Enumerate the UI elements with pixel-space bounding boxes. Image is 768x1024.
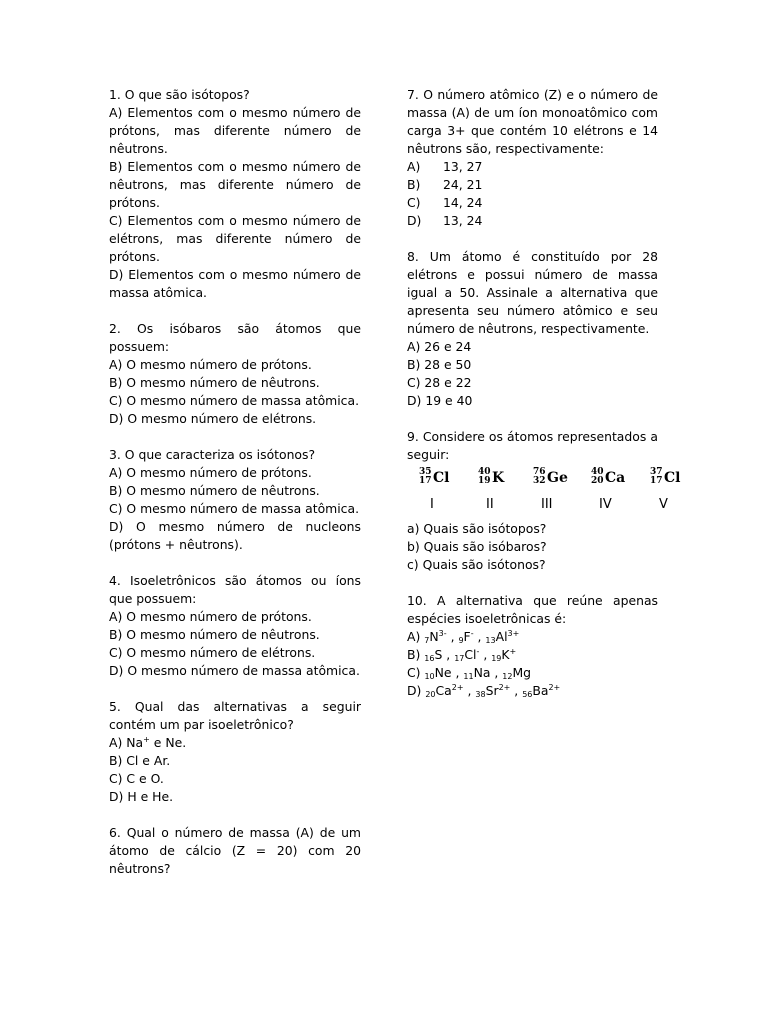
question-5-option-b: B) Cl e Ar. [109,753,171,768]
question-8-option-c: C) 28 e 22 [407,375,472,390]
isotope-notation-row: 35 17 Cl 40 19 K 76 32 Ge 40 20 Ca 37 17 Cl [419,467,681,486]
question-9-stem: 9. Considere os átomos representados a seguir: [407,429,658,462]
question-8-option-b: B) 28 e 50 [407,357,472,372]
question-1-option-b: B) Elementos com o mesmo número de nêutrons, mas diferente número de prótons. [109,159,361,210]
question-2 [109,320,361,428]
question-5-option-c: C) C e O. [109,771,164,786]
question-7-option-c: C) 14, 24 [407,195,483,210]
question-4-option-b: B) O mesmo número de nêutrons. [109,627,320,642]
question-6 [109,824,361,878]
question-10-stem: 10. A alternativa que reúne apenas espécies isoeletrônicas é: [407,593,658,626]
roman-numeral-row [407,494,668,520]
question-3-option-c: C) O mesmo número de massa atômica. [109,501,360,516]
question-8-option-d: D) 19 e 40 [407,393,473,408]
question-2-option-c: C) O mesmo número de massa atômica. [109,393,360,408]
question-7-option-b: B) 24, 21 [407,177,483,192]
question-8-stem: 8. Um átomo é constituído por 28 elétrons e possui número de massa igual a 50. Assinale a alternativa que apresenta seu número atômico e seu número de nêutrons, respectivamente. [407,249,658,336]
question-1-option-a: A) Elementos com o mesmo número de prótons, mas diferente número de nêutrons. [109,105,361,156]
question-5-option-d: D) H e He. [109,789,174,804]
roman-i: I [430,497,434,512]
question-8 [407,248,658,410]
question-2-option-b: B) O mesmo número de nêutrons. [109,375,320,390]
question-1-option-d: D) Elementos com o mesmo número de massa atômica. [109,267,361,300]
right-column [407,86,681,718]
question-5-stem: 5. Qual das alternativas a seguir contém um par isoeletrônico? [109,699,361,732]
question-10 [407,592,658,700]
question-4-option-c: C) O mesmo número de elétrons. [109,645,316,660]
question-5 [109,698,361,806]
question-2-option-d: D) O mesmo número de elétrons. [109,411,317,426]
question-3-option-a: A) O mesmo número de prótons. [109,465,312,480]
question-5-option-a: A) Na+ e Ne. [109,735,187,750]
question-1-option-c: C) Elementos com o mesmo número de elétrons, mas diferente número de prótons. [109,213,361,264]
question-3-stem: 3. O que caracteriza os isótonos? [109,447,316,462]
left-column [109,86,361,896]
roman-iv: IV [599,497,612,512]
question-7-option-d: D) 13, 24 [407,213,483,228]
question-2-option-a: A) O mesmo número de prótons. [109,357,312,372]
question-10-option-c: C) $_{10}$Ne , $_{11}$Na , $_{12}$Mg [407,665,532,681]
roman-v: V [659,497,668,512]
question-9 [407,428,681,574]
question-10-option-a: A) $_7N^{3-}$ , $_9$F- , $_{13}Al^{3+}$ [407,629,520,645]
question-10-option-d: D) $_{20}Ca^{2+}$ , $_{38}Sr^{2+}$ , $_{56}Ba^{2+}$ [407,683,561,699]
question-8-option-a: A) 26 e 24 [407,339,472,354]
question-4-option-a: A) O mesmo número de prótons. [109,609,312,624]
question-4-stem: 4. Isoeletrônicos são átomos ou íons que possuem: [109,573,361,606]
question-3 [109,446,361,554]
question-3-option-d: D) O mesmo número de nucleons (prótons + nêutrons). [109,519,361,552]
question-7 [407,86,658,230]
question-9-item-c: c) Quais são isótonos? [407,557,546,572]
question-3-option-b: B) O mesmo número de nêutrons. [109,483,320,498]
roman-ii: II [486,497,494,512]
question-9-item-a: a) Quais são isótopos? [407,521,547,536]
question-9-item-b: b) Quais são isóbaros? [407,539,547,554]
question-10-option-b: B) $_{16}$S , $_{17}$Cl- , $_{19}$K+ [407,647,517,663]
roman-iii: III [541,497,553,512]
question-7-stem: 7. O número atômico (Z) e o número de massa (A) de um íon monoatômico com carga 3+ que contém 10 elétrons e 14 nêutrons são, respectivamente: [407,87,658,156]
question-1 [109,86,361,302]
question-1-stem: 1. O que são isótopos? [109,87,250,102]
question-4-option-d: D) O mesmo número de massa atômica. [109,663,360,678]
question-2-stem: 2. Os isóbaros são átomos que possuem: [109,321,361,354]
question-4 [109,572,361,680]
question-6-stem: 6. Qual o número de massa (A) de um átomo de cálcio (Z = 20) com 20 nêutrons? [109,825,361,876]
question-7-option-a: A) 13, 27 [407,159,483,174]
